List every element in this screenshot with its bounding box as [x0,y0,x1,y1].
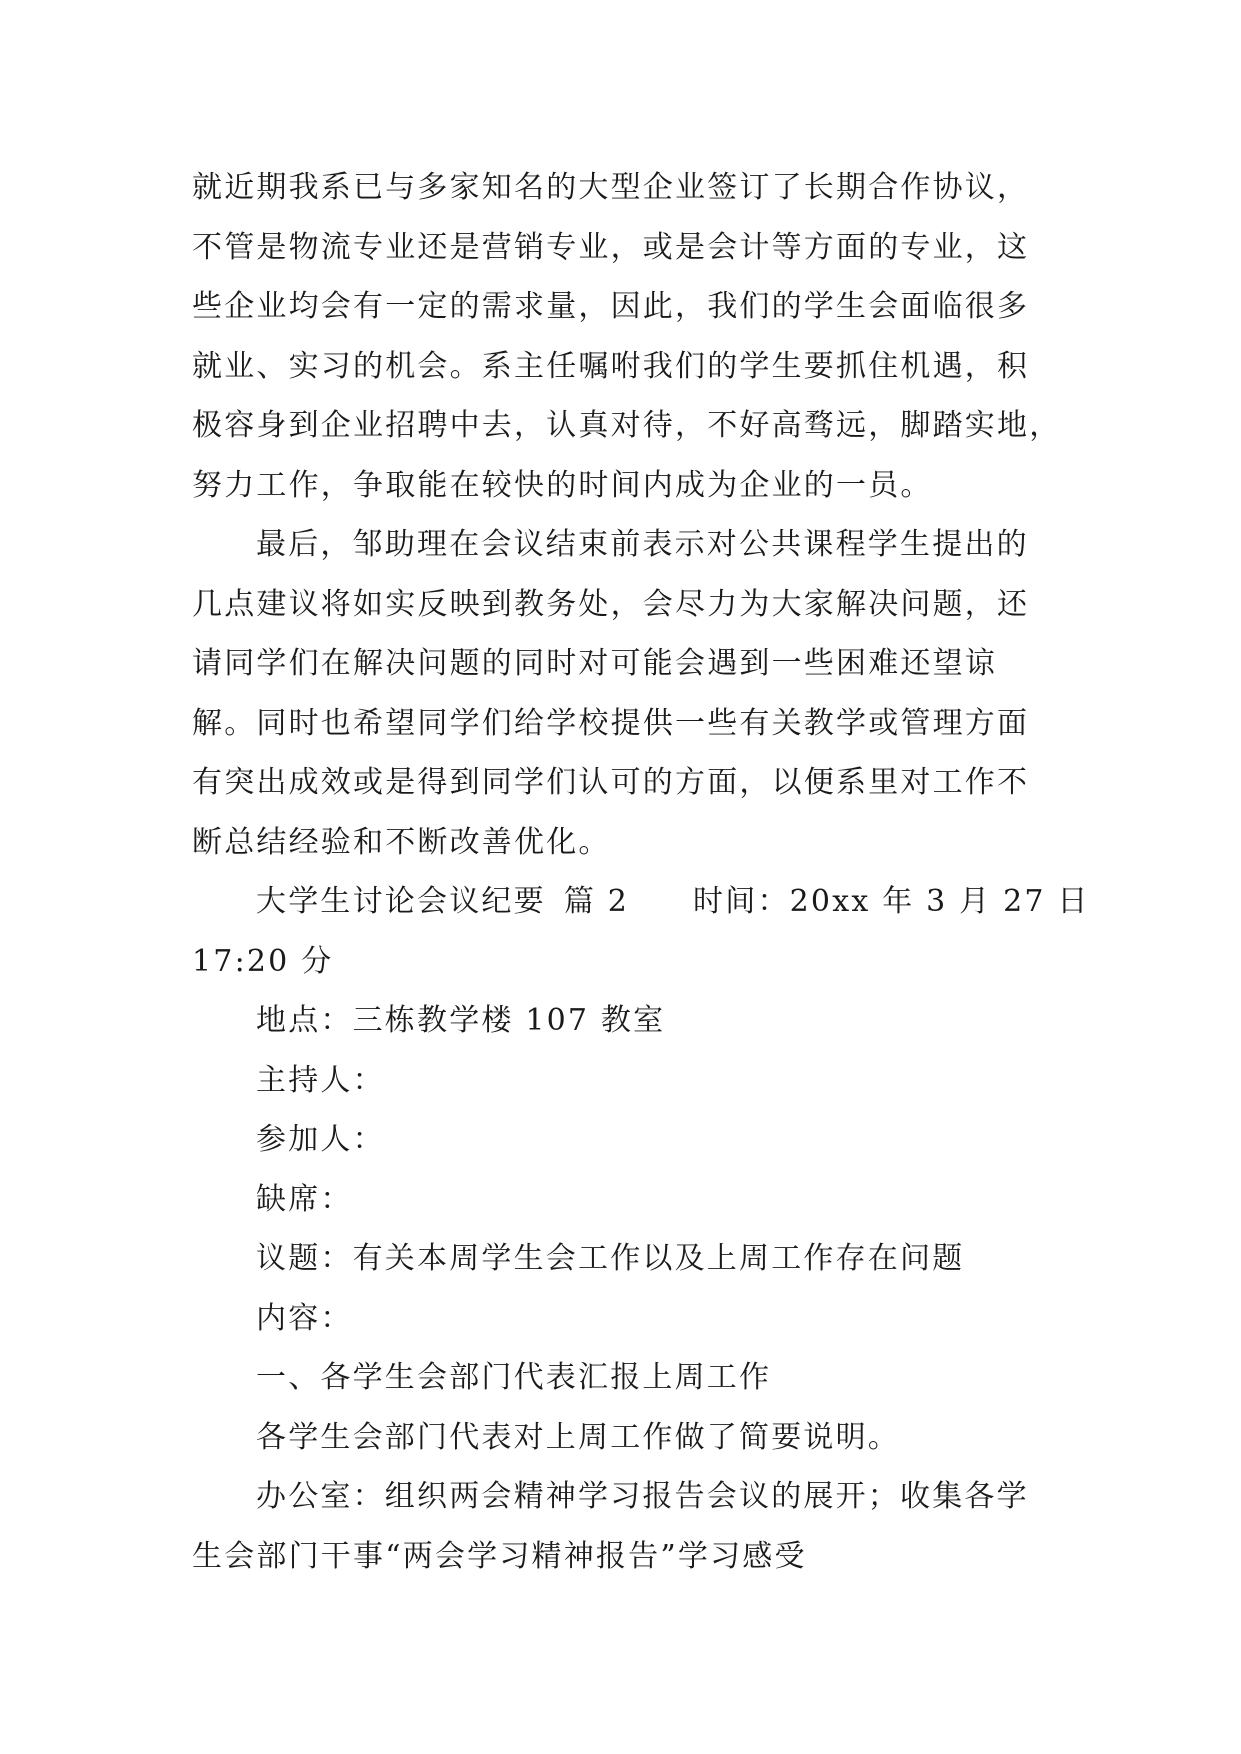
minutes-absent: 缺席： [256,1181,353,1217]
paragraph-line: 努力工作，争取能在较快的时间内成为企业的一员。 [192,467,933,503]
paragraph-line: 解。同时也希望同学们给学校提供一些有关教学或管理方面 [192,705,1030,741]
paragraph-line: 些企业均会有一定的需求量，因此，我们的学生会面临很多 [192,289,1030,324]
paragraph-line: 极容身到企业招聘中去，认真对待，不好高骛远，脚踏实地， [192,408,1062,443]
paragraph-line: 有突出成效或是得到同学们认可的方面，以便系里对工作不 [192,765,1030,800]
paragraph-line: 生会部门干事“两会学习精神报告”学习感受 [192,1538,807,1574]
minutes-title: 大学生讨论会议纪要 [256,884,546,919]
paragraph-line: 不管是物流专业还是营销专业，或是会计等方面的专业，这 [192,229,1030,265]
minutes-content-label: 内容： [256,1300,353,1336]
minutes-heading [192,872,1090,932]
paragraph-line: 就近期我系已与多家知名的大型企业签订了长期合作协议， [192,170,1030,205]
minutes-part-number: 篇 2 [563,884,630,919]
minutes-host: 主持人： [256,1062,385,1098]
paragraph-line: 最后，邹助理在会议结束前表示对公共课程学生提出的 [256,527,1029,562]
section-heading: 一、各学生会部门代表汇报上周工作 [256,1360,772,1395]
minutes-time-continued: 17:20 分 [192,943,334,979]
paragraph-line: 就业、实习的机会。系主任嘱咐我们的学生要抓住机遇，积 [192,348,1030,384]
paragraph-line: 请同学们在解决问题的同时对可能会遇到一些困难还望谅 [192,646,997,681]
minutes-agenda: 议题：有关本周学生会工作以及上周工作存在问题 [256,1241,965,1276]
minutes-time: 时间：20xx 年 3 月 27 日 [693,884,1090,919]
paragraph-line: 办公室：组织两会精神学习报告会议的展开；收集各学 [256,1479,1029,1514]
minutes-location: 地点：三栋教学楼 107 教室 [256,1003,666,1038]
document-body [192,158,1090,1586]
paragraph-line: 几点建议将如实反映到教务处，会尽力为大家解决问题，还 [192,586,1030,622]
minutes-attendees: 参加人： [256,1122,385,1157]
section-summary: 各学生会部门代表对上周工作做了简要说明。 [256,1419,900,1455]
paragraph-line: 断总结经验和不断改善优化。 [192,824,611,860]
